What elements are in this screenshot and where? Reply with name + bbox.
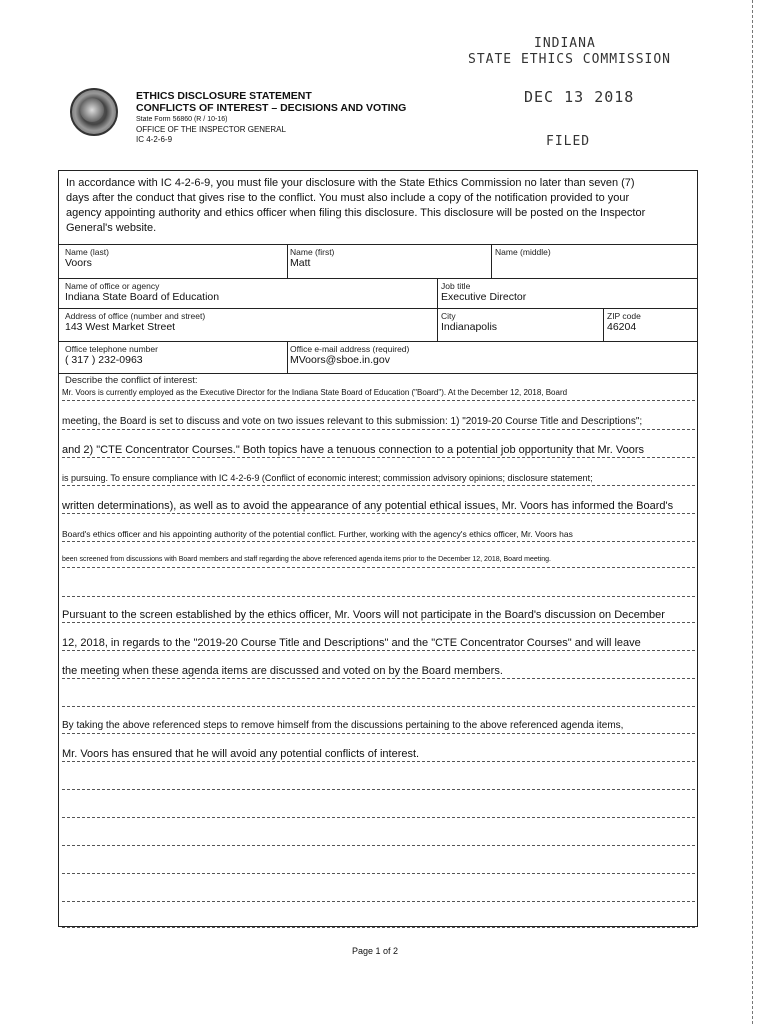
conflict-text-line: By taking the above referenced steps to remove himself from the discussions pertaining to the above referenced agenda items, <box>62 720 624 731</box>
city-label: City <box>441 311 456 321</box>
ruled-line <box>62 513 695 514</box>
intro-line: agency appointing authority and ethics officer when filing this disclosure. This disclosure will be posted on the Inspector <box>66 207 646 219</box>
stamp-state: INDIANA <box>534 36 596 51</box>
ruled-line <box>62 706 695 707</box>
agency-label: Name of office or agency <box>65 281 160 291</box>
ruled-line <box>62 541 695 542</box>
first-name-field[interactable] <box>290 247 488 269</box>
ruled-line <box>62 678 695 679</box>
first-name-value: Matt <box>290 257 311 269</box>
form-title: ETHICS DISCLOSURE STATEMENT <box>136 90 312 102</box>
phone-value: ( 317 ) 232-0963 <box>65 354 143 366</box>
intro-line: General's website. <box>66 222 157 234</box>
ruled-line <box>62 567 695 568</box>
ruled-line <box>62 873 695 874</box>
middle-name-field[interactable] <box>495 247 693 257</box>
scan-edge <box>752 0 753 1024</box>
address-value: 143 West Market Street <box>65 321 176 333</box>
ruled-line <box>62 429 695 430</box>
job-title-field[interactable] <box>441 281 691 303</box>
agency-field[interactable] <box>65 281 433 303</box>
zip-value: 46204 <box>607 321 637 333</box>
last-name-field[interactable] <box>65 247 283 269</box>
conflict-text-line: and 2) "CTE Concentrator Courses." Both topics have a tenuous connection to a potential job opportunity that Mr. Voors <box>62 444 644 456</box>
conflict-text-line: Mr. Voors is currently employed as the Executive Director for the Indiana State Board of Education ("Board"). At the December 12, 2018, Board <box>62 388 568 397</box>
intro-line: In accordance with IC 4-2-6-9, you must file your disclosure with the State Ethics Commission no later than seven (7) <box>66 177 635 189</box>
middle-name-label: Name (middle) <box>495 247 551 257</box>
conflict-label: Describe the conflict of interest: <box>65 375 198 386</box>
statute-code: IC 4-2-6-9 <box>136 135 173 144</box>
zip-label: ZIP code <box>607 311 641 321</box>
first-name-label: Name (first) <box>290 247 335 257</box>
ruled-line <box>62 845 695 846</box>
conflict-text-line: been screened from discussions with Board members and staff regarding the above referenced agenda items prior to the December 12, 2018, Board meeting. <box>62 556 551 563</box>
conflict-text-line: Mr. Voors has ensured that he will avoid any potential conflicts of interest. <box>62 748 420 760</box>
state-seal-logo <box>70 88 118 136</box>
zip-field[interactable] <box>607 311 695 333</box>
disclosure-form <box>58 170 698 927</box>
conflict-text-line: written determinations), as well as to avoid the appearance of any potential ethical issues, Mr. Voors has informed the Board's <box>62 500 674 512</box>
conflict-text-line: Pursuant to the screen established by the ethics officer, Mr. Voors will not participate in the Board's discussion on December <box>62 609 665 621</box>
ruled-line <box>62 622 695 623</box>
conflict-text-line: is pursuing. To ensure compliance with IC 4-2-6-9 (Conflict of economic interest; commission advisory opinions; disclosure statement; <box>62 473 593 483</box>
address-label: Address of office (number and street) <box>65 311 206 321</box>
ruled-line <box>62 650 695 651</box>
last-name-label: Name (last) <box>65 247 109 257</box>
ruled-line <box>62 400 695 401</box>
conflict-text-line: meeting, the Board is set to discuss and vote on two issues relevant to this submission: 1) "2019-20 Course Title and Descriptions"; <box>62 416 643 427</box>
form-subtitle: CONFLICTS OF INTEREST – DECISIONS AND VOTING <box>136 102 407 114</box>
ruled-line <box>62 817 695 818</box>
issuing-office: OFFICE OF THE INSPECTOR GENERAL <box>136 125 286 134</box>
ruled-line <box>62 789 695 790</box>
email-value: MVoors@sboe.in.gov <box>290 354 390 366</box>
address-field[interactable] <box>65 311 433 333</box>
stamp-filed: FILED <box>546 134 591 149</box>
ruled-line <box>62 457 695 458</box>
page-number: Page 1 of 2 <box>352 946 399 956</box>
city-field[interactable] <box>441 311 599 333</box>
stamp-date: DEC 13 2018 <box>524 88 635 106</box>
phone-label: Office telephone number <box>65 344 158 354</box>
ruled-line <box>62 733 695 734</box>
email-field[interactable] <box>290 344 690 366</box>
conflict-text-line: the meeting when these agenda items are discussed and voted on by the Board members. <box>62 665 503 677</box>
stamp-commission: STATE ETHICS COMMISSION <box>468 52 672 67</box>
city-value: Indianapolis <box>441 321 498 333</box>
form-number: State Form 56860 (R / 10-16) <box>136 116 228 123</box>
intro-line: days after the conduct that gives rise to the conflict. You must also include a copy of the notification provided to your <box>66 192 630 204</box>
phone-field[interactable] <box>65 344 283 366</box>
job-title-value: Executive Director <box>441 291 527 303</box>
conflict-text-line: Board's ethics officer and his appointing authority of the potential conflict. Further, working with the agency's ethics officer, Mr. Voors has <box>62 529 573 539</box>
ruled-line <box>62 485 695 486</box>
ruled-line <box>62 596 695 597</box>
ruled-line <box>62 901 695 902</box>
last-name-value: Voors <box>65 257 92 269</box>
ruled-line <box>62 761 695 762</box>
job-title-label: Job title <box>441 281 471 291</box>
ruled-line <box>62 927 695 928</box>
email-label: Office e-mail address (required) <box>290 344 410 354</box>
conflict-text-line: 12, 2018, in regards to the "2019-20 Course Title and Descriptions" and the "CTE Concentrator Courses" and will leave <box>62 637 641 649</box>
agency-value: Indiana State Board of Education <box>65 291 220 303</box>
